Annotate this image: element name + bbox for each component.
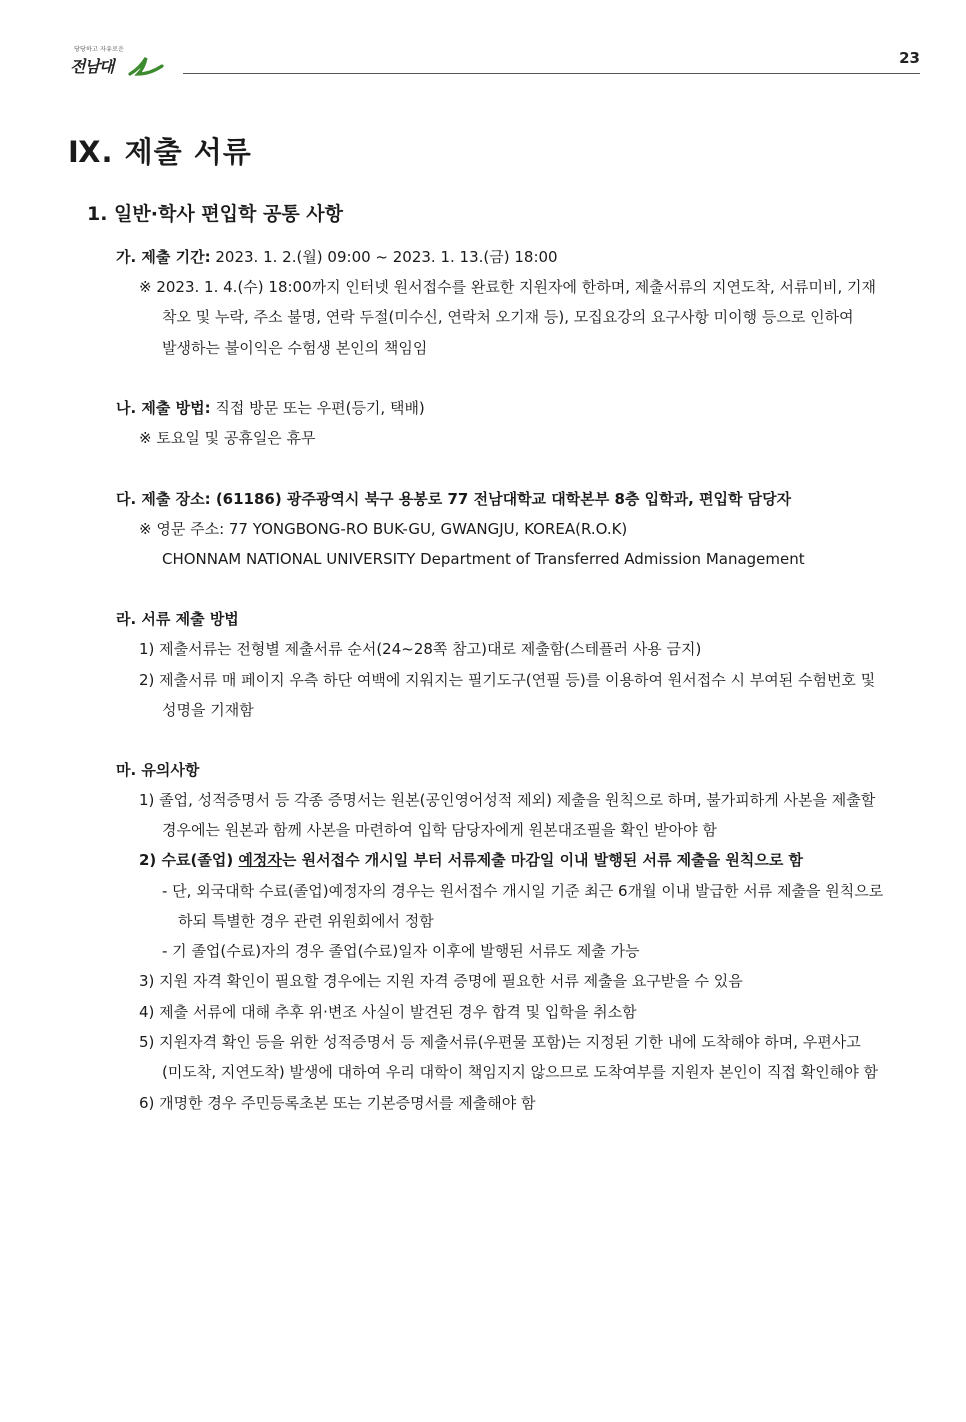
note-subitem: - 기 졸업(수료)자의 경우 졸업(수료)일자 이후에 발행된 서류도 제출 가능 [162, 942, 640, 960]
note-item-underlined: 예정자 [238, 851, 282, 869]
period-note-line: ※ 2023. 1. 4.(수) 18:00까지 인터넷 원서접수를 완료한 지원자에 한하며, 제출서류의 지연도착, 서류미비, 기재 [139, 278, 876, 296]
method-note: ※ 토요일 및 공휴일은 휴무 [139, 429, 316, 447]
english-address-line2: CHONNAM NATIONAL UNIVERSITY Department of Transferred Admission Management [162, 550, 805, 568]
submission-method-value: 직접 방문 또는 우편(등기, 택배) [210, 399, 425, 417]
rule-item: 1) 제출서류는 전형별 제출서류 순서(24~28쪽 참고)대로 제출함(스테플러 사용 금지) [139, 640, 702, 658]
note-item: 4) 제출 서류에 대해 추후 위·변조 사실이 발견된 경우 합격 및 입학을 취소함 [139, 1003, 637, 1021]
logo-swoosh-icon [66, 52, 166, 80]
page-header [0, 0, 966, 90]
note-subitem-continuation: 하되 특별한 경우 관련 위원회에서 정함 [178, 912, 434, 930]
period-note-line: 발생하는 불이익은 수험생 본인의 책임임 [162, 339, 428, 357]
note-item: 6) 개명한 경우 주민등록초본 또는 기본증명서를 제출해야 함 [139, 1094, 536, 1112]
note-item-continuation: 경우에는 원본과 함께 사본을 마련하여 입학 담당자에게 원본대조필을 확인 받아야 함 [162, 821, 717, 839]
university-logo [66, 44, 166, 80]
note-item-suffix: 는 원서접수 개시일 부터 서류제출 마감일 이내 발행된 서류 제출을 원칙으로 함 [281, 851, 804, 869]
period-note-line: 착오 및 누락, 주소 불명, 연락 두절(미수신, 연락처 오기재 등), 모집요강의 요구사항 미이행 등으로 인하여 [162, 308, 854, 326]
rule-item: 2) 제출서류 매 페이지 우측 하단 여백에 지워지는 필기도구(연필 등)를 이용하여 원서접수 시 부여된 수험번호 및 [139, 671, 876, 689]
submission-period-label: 가. 제출 기간: [116, 248, 211, 266]
submission-period-value: 2023. 1. 2.(월) 09:00 ~ 2023. 1. 13.(금) 18:00 [210, 248, 558, 266]
note-item-prefix: 2) 수료(졸업) [139, 851, 239, 869]
page-number: 23 [899, 49, 920, 67]
submission-rules-heading: 라. 서류 제출 방법 [116, 610, 239, 628]
english-address-line1: ※ 영문 주소: 77 YONGBONG-RO BUK-GU, GWANGJU, KOREA(R.O.K) [139, 520, 628, 538]
submission-place: 다. 제출 장소: (61186) 광주광역시 북구 용봉로 77 전남대학교 대학본부 8층 입학과, 편입학 담당자 [116, 490, 792, 508]
note-item-emphasis [139, 850, 803, 870]
note-subitem: - 단, 외국대학 수료(졸업)예정자의 경우는 원서접수 개시일 기준 최근 6개월 이내 발급한 서류 제출을 원칙으로 [162, 882, 884, 900]
subsection-title: 1. 일반·학사 편입학 공통 사항 [87, 203, 344, 225]
note-item: 1) 졸업, 성적증명서 등 각종 증명서는 원본(공인영어성적 제외) 제출을 원칙으로 하며, 불가피하게 사본을 제출할 [139, 791, 876, 809]
logo-tagline: 당당하고 자유로운 [74, 46, 125, 53]
submission-method [116, 398, 425, 418]
notes-heading: 마. 유의사항 [116, 761, 200, 779]
rule-item-continuation: 성명을 기재함 [162, 701, 254, 719]
note-item: 3) 지원 자격 확인이 필요할 경우에는 지원 자격 증명에 필요한 서류 제출을 요구받을 수 있음 [139, 972, 743, 990]
note-item-continuation: (미도착, 지연도착) 발생에 대하여 우리 대학이 책임지지 않으므로 도착여부를 지원자 본인이 직접 확인해야 함 [162, 1063, 879, 1081]
submission-method-label: 나. 제출 방법: [116, 399, 211, 417]
logo-text: 전남대 [70, 57, 114, 76]
submission-period [116, 247, 558, 267]
header-rule [183, 73, 920, 74]
section-title: Ⅸ. 제출 서류 [68, 135, 252, 169]
note-item: 5) 지원자격 확인 등을 위한 성적증명서 등 제출서류(우편물 포함)는 지정된 기한 내에 도착해야 하며, 우편사고 [139, 1033, 861, 1051]
